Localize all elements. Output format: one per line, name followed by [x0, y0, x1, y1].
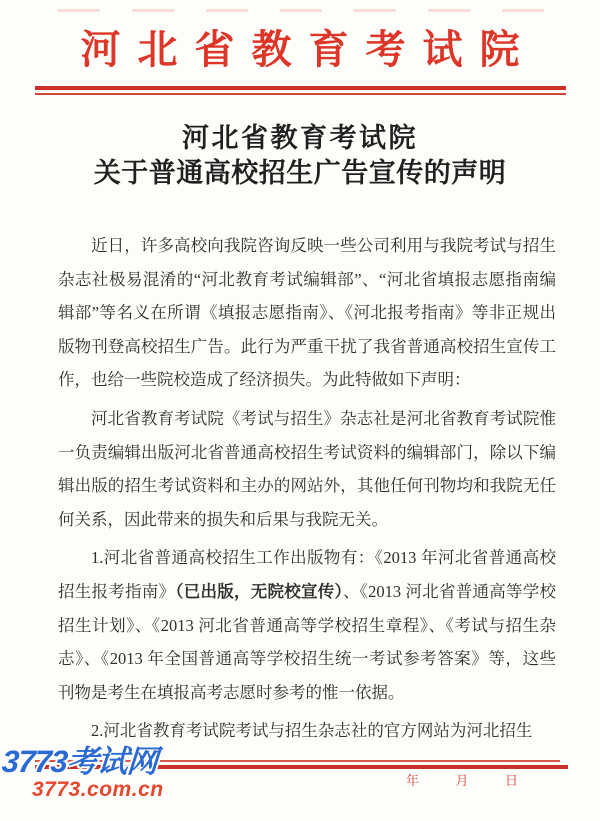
watermark-site-url: 3773.com.cn — [32, 778, 164, 801]
paragraph-item-1-after: 、《2013 河北省普通高等学校招生计划》、《2013 河北省普通高等学校招生章程》、《考试与招生杂志》、《2013 年全国普通高等学校招生统一考试参考答案》等，这些刊物是考生在填报高考志愿时参考的惟一依据。 — [58, 581, 557, 702]
paragraph-item-1-bold: （已出版，无院校宣传） — [175, 581, 343, 601]
scan-artifact-line — [58, 9, 554, 12]
letterhead-org-name: 河北省教育考试院 — [80, 27, 537, 72]
signature-date-placeholder: 年 月 日 — [406, 773, 522, 788]
document-body — [58, 229, 556, 753]
document-title-line1: 河北省教育考试院 — [182, 123, 418, 153]
letterhead-rule-thin — [35, 93, 566, 95]
watermark-site-name: 3773考试网 — [0, 744, 159, 779]
site-watermark — [2, 745, 164, 801]
document-title-line2: 关于普通高校招生广告宣传的声明 — [93, 158, 507, 188]
paragraph-item-2: 2.河北省教育考试院考试与招生杂志社的官方网站为河北招生 — [91, 721, 533, 741]
paragraph-statement: 河北省教育考试院《考试与招生》杂志社是河北省教育考试院惟一负责编辑出版河北省普通高校招生考试资料的编辑部门，除以下编辑出版的招生考试资料和主办的网站外，其他任何刊物均和我院无任何关系，因此带来的损失和后果与我院无关。 — [58, 408, 556, 529]
paragraph-item-1-before: 1.河北省普通高校招生工作出版物有：《2013 年河北省普通高校招生报考指南》 — [58, 548, 556, 601]
paragraph-intro: 近日，许多高校向我院咨询反映一些公司利用与我院考试与招生杂志社极易混淆的“河北教育考试编辑部”、“河北省填报志愿指南编辑部”等名义在所谓《填报志愿指南》、《河北报考指南》等非正规出版物刊登高校招生广告。此行为严重干扰了我省普通高校招生宣传工作，也给一些院校造成了经济损失。为此特做如下声明： — [58, 236, 556, 390]
letterhead-rule-thick — [35, 86, 566, 90]
document-title — [0, 121, 600, 191]
paragraph-item-1 — [58, 541, 556, 709]
